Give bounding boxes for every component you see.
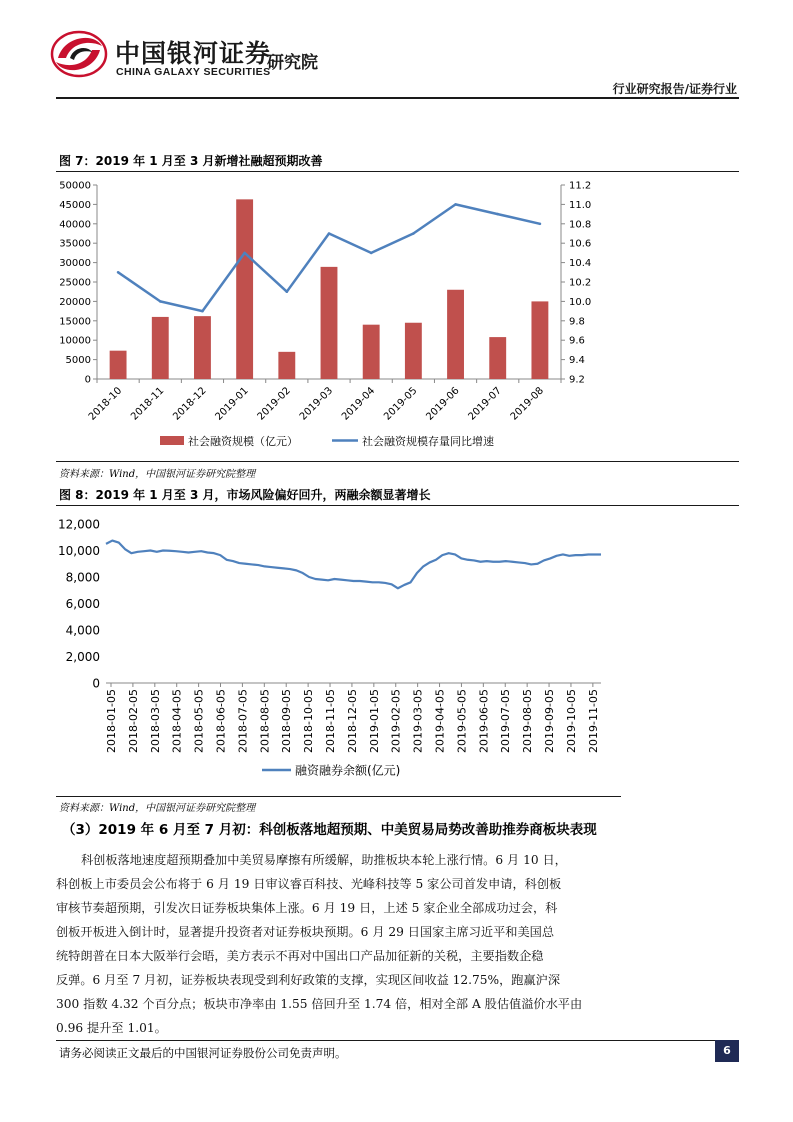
header [0,0,793,100]
x-tick-label: 2019-02-05 [389,689,403,753]
growth-point [328,232,331,235]
y-tick-label: 2,000 [65,650,100,664]
right-tick-label: 11.2 [569,180,592,192]
y-tick-label: 6,000 [65,597,100,611]
y-tick-label: 4,000 [65,623,100,638]
paragraph-line: 反弹。6 月至 7 月初，证券板块表现受到利好政策的支撑，实现区间收益 12.75%，跑赢沪深 [56,973,561,987]
y-tick-label: 12,000 [58,517,100,532]
figure7-title: 图 7：2019 年 1 月至 3 月新增社融超预期改善 [59,154,323,168]
y-tick-label: 0 [92,676,100,691]
left-tick-label: 15000 [59,316,91,328]
growth-point [286,290,289,293]
bar [152,317,169,379]
x-tick-label: 2019-11-05 [586,689,600,753]
bar [405,323,422,379]
left-tick-label: 5000 [65,355,91,367]
x-tick-label: 2018-09-05 [280,689,294,753]
paragraph-line: 科创板落地速度超预期叠加中美贸易摩擦有所缓解，助推板块本轮上涨行情。6 月 10 日， [81,853,567,867]
growth-point [539,223,542,226]
right-tick-label: 9.2 [569,374,585,386]
legend-bar-swatch [160,436,184,445]
x-tick-label: 2018-03-05 [148,689,162,753]
y-tick-label: 10,000 [58,544,100,558]
bar [278,352,295,379]
x-tick-label: 2018-08-05 [258,689,272,753]
x-tick-label: 2018-01-05 [105,689,118,753]
figure8-title: 图 8：2019 年 1 月至 3 月，市场风险偏好回升，两融余额显著增长 [59,488,431,502]
paragraph-line: 300 指数 4.32 个百分点；板块市净率由 1.55 倍回升至 1.74 倍，相对全部 A 股估值溢价水平由 [56,997,583,1011]
x-tick-label: 2018-02-05 [126,689,140,753]
bar [531,301,548,379]
x-tick-label: 2018-07-05 [236,689,250,753]
logo-chinese-name: 中国银河证券 [115,39,272,68]
x-tick-label: 2019-02 [255,385,293,423]
page-number-badge: 6 [715,1040,739,1062]
growth-point [370,252,373,255]
left-tick-label: 0 [84,374,91,386]
x-tick-label: 2019-08 [508,385,547,423]
figure7-chart [56,172,739,460]
growth-point [412,232,415,235]
x-tick-label: 2019-07-05 [499,689,513,753]
bar [110,351,127,379]
right-tick-label: 10.8 [569,219,592,231]
bar [321,267,338,379]
x-tick-label: 2019-04 [339,385,378,423]
growth-point [117,271,120,274]
growth-point [159,300,162,303]
legend-line-label: 社会融资规模存量同比增速 [362,435,494,448]
section-paragraph [56,848,739,1040]
paragraph-line: 创板开板进入倒计时，显著提升投资者对证券板块预期。6 月 29 日国家主席习近平和美国总 [56,925,555,939]
galaxy-logo-icon [50,28,108,80]
left-tick-label: 50000 [59,180,91,192]
x-tick-label: 2019-05 [382,385,420,423]
report-category: 行业研究报告/证券行业 [612,82,737,96]
logo-english-name: CHINA GALAXY SECURITIES [116,66,271,78]
left-tick-label: 40000 [59,219,91,231]
growth-point [201,310,204,313]
right-tick-label: 10.6 [569,238,592,250]
right-tick-label: 9.8 [569,316,585,328]
x-tick-label: 2018-10 [86,385,125,423]
x-tick-label: 2018-11 [129,385,167,423]
x-tick-label: 2018-10-05 [302,689,316,753]
right-tick-label: 10.0 [569,296,592,308]
institute-label: 研究院 [267,53,318,73]
right-tick-label: 10.2 [569,277,592,289]
right-tick-label: 9.6 [569,335,585,347]
bar [236,199,253,379]
margin-balance-line [106,541,601,589]
x-tick-label: 2019-10-05 [564,689,578,753]
legend-bar-label: 社会融资规模（亿元） [188,435,298,448]
legend-line-label: 融资融券余额(亿元) [295,763,401,778]
x-tick-label: 2019-03 [297,385,336,423]
right-tick-label: 9.4 [569,355,585,367]
left-tick-label: 20000 [59,296,91,308]
x-tick-label: 2019-03-05 [411,689,425,753]
x-tick-label: 2018-04-05 [170,689,184,753]
right-tick-label: 10.4 [569,258,592,270]
x-tick-label: 2019-01-05 [367,689,381,753]
footer-rule [56,1040,739,1041]
left-tick-label: 35000 [59,238,91,250]
growth-point [496,213,499,216]
left-tick-label: 25000 [59,277,91,289]
x-tick-label: 2019-04-05 [433,689,447,753]
section-heading: （3）2019 年 6 月至 7 月初：科创板落地超预期、中美贸易局势改善助推券商板块表现 [62,822,597,838]
x-tick-label: 2018-11-05 [324,689,338,753]
x-tick-label: 2018-12 [171,385,209,423]
figure8-bottom-rule [56,796,621,797]
x-tick-label: 2019-06 [424,385,462,423]
x-tick-label: 2019-06-05 [477,689,491,753]
figure7-source: 资料来源：Wind，中国银河证券研究院整理 [59,469,256,480]
figure7-bottom-rule [56,461,739,462]
x-tick-label: 2019-05-05 [455,689,469,753]
bar [363,325,380,379]
bar [194,316,211,379]
x-tick-label: 2019-08-05 [521,689,535,753]
paragraph-line: 科创板上市委员会公布将于 6 月 19 日审议睿百科技、光峰科技等 5 家公司首发申请，科创板 [56,877,562,891]
x-tick-label: 2018-12-05 [345,689,359,753]
left-tick-label: 45000 [59,199,91,211]
paragraph-line: 0.96 提升至 1.01。 [56,1021,167,1035]
header-rule [56,97,739,99]
figure8-source: 资料来源：Wind，中国银河证券研究院整理 [59,803,256,814]
left-tick-label: 30000 [59,258,91,270]
paragraph-line: 统特朗普在日本大阪举行会晤，美方表示不再对中国出口产品加征新的关税，主要指数企稳 [56,949,544,963]
figure8-chart [56,506,739,796]
y-tick-label: 8,000 [65,570,100,585]
x-tick-label: 2019-09-05 [543,689,557,753]
bar [489,337,506,379]
growth-point [454,203,457,206]
paragraph-line: 审核节奏超预期，引发次日证券板块集体上涨。6 月 19 日，上述 5 家企业全部成功过会，科 [56,901,558,915]
x-tick-label: 2019-01 [213,385,251,423]
growth-point [243,252,246,255]
x-tick-label: 2018-05-05 [192,689,206,753]
left-tick-label: 10000 [59,335,91,347]
x-tick-label: 2019-07 [466,385,504,423]
x-tick-label: 2018-06-05 [214,689,228,753]
footer-disclaimer: 请务必阅读正文最后的中国银河证券股份公司免责声明。 [59,1046,347,1060]
bar [447,290,464,379]
right-tick-label: 11.0 [569,199,592,211]
